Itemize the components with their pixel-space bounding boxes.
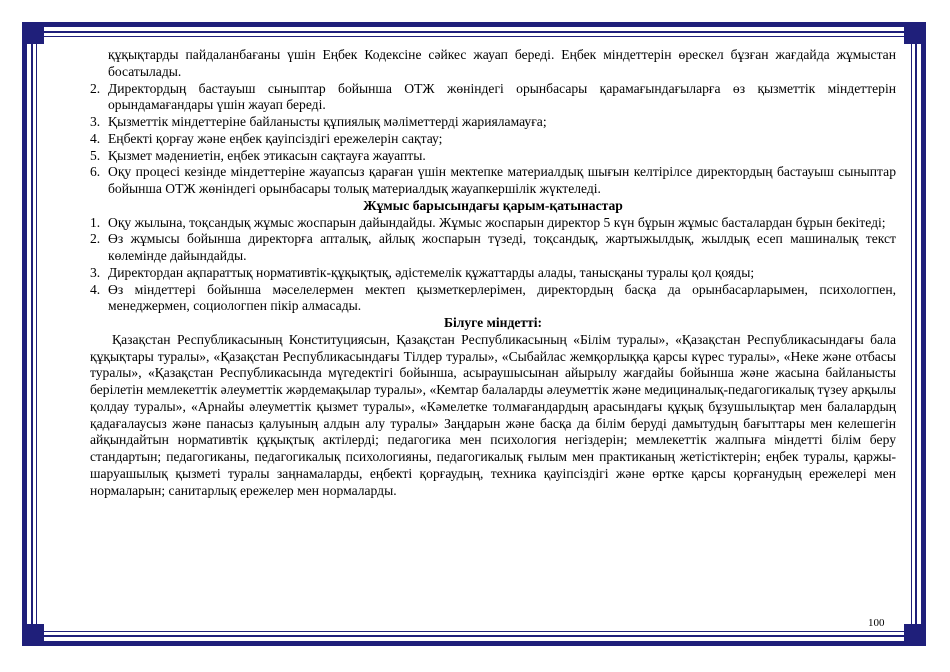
list-item xyxy=(90,148,896,165)
list-item xyxy=(90,282,896,316)
list-item-number: 1. xyxy=(90,214,101,230)
list-item-text: Қызметтік міндеттеріне байланысты құпиялық мәліметтерді жарияламауға; xyxy=(108,114,547,129)
document-body xyxy=(90,47,896,499)
corner-ornament-top-left xyxy=(22,22,44,44)
list-item-number: 4. xyxy=(90,281,101,297)
list-item-text: Оқу жылына, тоқсандық жұмыс жоспарын дайындайды. Жұмыс жоспарын директор 5 күн бұрын жұмыс басталардан бұрын бекітеді; xyxy=(108,214,886,230)
list-item-number: 6. xyxy=(90,164,101,180)
list-item xyxy=(90,215,896,232)
list-item-text: Оқу процесі кезінде міндеттеріне жауапсыз қараған үшін мектепке материалдық шығын келтірілсе директордың бастауыш сыныптар бойынша ОТЖ жөніндегі орынбасары толық материалдық жауапкершілік жүктеледі. xyxy=(108,164,896,196)
list-item-text: Өз жұмысы бойынша директорға апталық, айлық жоспарын түзеді, тоқсандық, жартыжылдық, жылдық есеп машиналық текст көлемінде дайындайды. xyxy=(108,231,896,263)
list-item-text: Директордың бастауыш сыныптар бойынша ОТЖ жөніндегі орынбасары қарамағындағыларға өз қызметтік міндеттерін орындамағандары үшін жауап береді. xyxy=(108,80,896,113)
list-item xyxy=(90,81,896,115)
relations-list xyxy=(90,215,896,316)
list-item-number: 2. xyxy=(90,80,101,96)
list-item-number: 3. xyxy=(90,114,101,129)
continuation-text: құқықтарды пайдаланбағаны үшін Еңбек Кодексіне сәйкес жауап береді. Еңбек міндеттерін өрескел бұзған жағдайда жұмыстан босатылады. xyxy=(108,47,896,79)
section-heading-relations: Жұмыс барысындағы қарым-қатынастар xyxy=(363,197,623,213)
list-item-number: 2. xyxy=(90,231,101,247)
list-item-text: Еңбекті қорғау және еңбек қауіпсіздігі ережелерін сақтау; xyxy=(108,130,443,146)
list-item-text: Директордан ақпараттық нормативтік-құқықтық, әдістемелік құжаттарды алады, танысқаны туралы қол қояды; xyxy=(108,264,755,280)
list-item xyxy=(90,164,896,198)
page-number: 100 xyxy=(868,617,885,629)
corner-ornament-bottom-left xyxy=(22,624,44,646)
must-know-paragraph: Қазақстан Республикасының Конституциясын, Қазақстан Республикасының «Білім туралы», «Қазақстан Республикасындағы бала құқықтары туралы», «Қазақстан Республикасындағы Тілдер туралы», «Сыбайлас жемқорлыққа қарсы күрес туралы», «Неке және отбасы туралы», «Қазақстан Республикасында мүгедектігі бойынша, асыраушысынан айырылу жағдайы бойынша және жасына байланысты берілетін мемлекеттік әлеуметтік жәрдемақылар туралы», «Кемтар балаларды әлеуметтік және медициналық-педагогикалық түзеу арқылы қолдау туралы», «Арнайы әлеуметтік қызмет туралы», «Кәмелетке толмағандардың арасындағы құқық бұзушылықтар мен балалардың қадағалаусыз және панасыз қалуының алдын алу туралы» Заңдарын және басқа да білім беруді дамытудың бағыттары мен келешегін айқындайтын нормативтік құқықтық актілерді; педагогика мен психология негіздерін; мемлекеттік жалпыға міндетті білім беру стандартын; педагогиканы, педагогикалық психологияны, педагогикалық ғылым мен практиканың жетістіктерін; еңбек туралы, қаржы-шаруашылық қызметі туралы заңнамаларды, еңбекті қорғаудың, техника қауіпсіздігі және өртке қарсы қорғанудың ережелері мен нормаларын; санитарлық ережелер мен нормаларды. xyxy=(90,331,896,498)
corner-ornament-top-right xyxy=(904,22,926,44)
list-item-text: Өз міндеттері бойынша мәселелермен мектеп қызметкерлерімен, директордың басқа да орынбасарларымен, психологпен, менеджермен, социологпен пікір алмасады. xyxy=(108,281,896,314)
list-item-number: 5. xyxy=(90,147,101,163)
corner-ornament-bottom-right xyxy=(904,624,926,646)
list-item xyxy=(90,114,896,131)
list-item-number: 4. xyxy=(90,130,101,146)
responsibility-list xyxy=(90,81,896,198)
section-heading-must-know: Білуге міндетті: xyxy=(443,315,543,330)
list-item xyxy=(90,265,896,282)
list-item-number: 3. xyxy=(90,264,101,280)
list-item xyxy=(90,231,896,265)
list-item-text: Қызмет мәдениетін, еңбек этикасын сақтауға жауапты. xyxy=(108,147,426,163)
list-item xyxy=(90,131,896,148)
